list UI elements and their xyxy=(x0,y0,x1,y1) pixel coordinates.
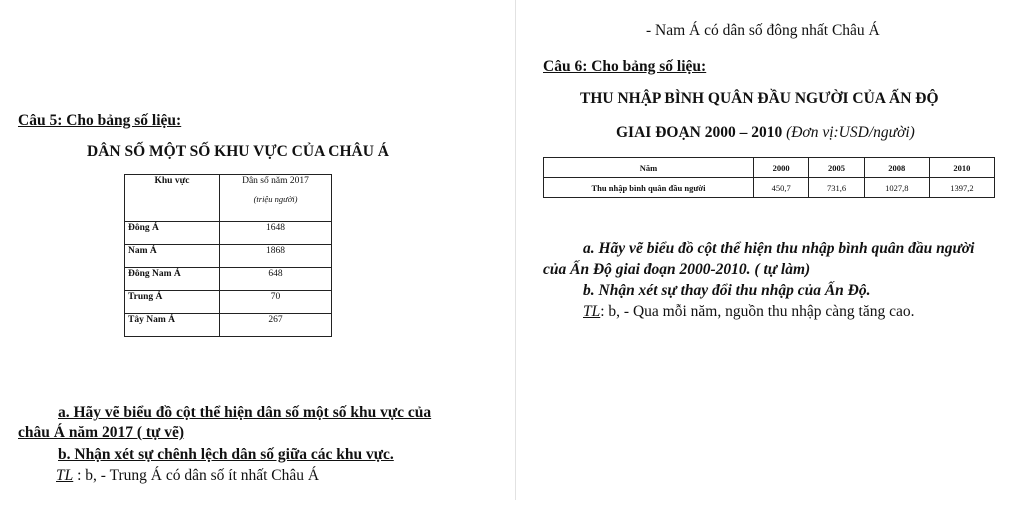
income-table-title: THU NHẬP BÌNH QUÂN ĐẦU NGƯỜI CỦA ẤN ĐỘ xyxy=(580,90,939,107)
table-row xyxy=(125,222,332,245)
right-task-a-line2: của Ấn Độ giai đoạn 2000-2010. ( tự làm) xyxy=(543,261,811,278)
left-task-a-line1: a. Hãy vẽ biểu đồ cột thể hiện dân số một số khu vực của xyxy=(58,404,432,421)
right-top-line: - Nam Á có dân số đông nhất Châu Á xyxy=(646,22,880,39)
page-divider xyxy=(515,0,516,500)
right-answer xyxy=(583,303,914,321)
right-task-b: b. Nhận xét sự thay đổi thu nhập của Ấn Độ. xyxy=(583,282,871,299)
income-table-subtitle xyxy=(616,124,915,142)
left-answer xyxy=(56,467,319,485)
value-cell: 731,6 xyxy=(809,178,864,198)
value-cell: 648 xyxy=(220,268,332,291)
right-task-a-line1: a. Hãy vẽ biểu đồ cột thể hiện thu nhập bình quân đầu người xyxy=(583,240,975,257)
value-cell: 70 xyxy=(220,291,332,314)
right-answer-text: : b, - Qua mỗi năm, nguồn thu nhập càng tăng cao. xyxy=(600,303,915,320)
table-row xyxy=(125,268,332,291)
value-cell: 1868 xyxy=(220,245,332,268)
header-unit: (triệu người) xyxy=(253,194,298,204)
row-label: Thu nhập bình quân đầu người xyxy=(544,178,754,198)
left-task-a-line2: châu Á năm 2017 ( tự vẽ) xyxy=(18,424,185,441)
region-cell: Nam Á xyxy=(125,245,220,268)
table-row xyxy=(125,314,332,337)
question-6-title: Câu 6: Cho bảng số liệu: xyxy=(543,58,707,75)
region-cell: Tây Nam Á xyxy=(125,314,220,337)
value-cell: 1648 xyxy=(220,222,332,245)
region-cell: Đông Nam Á xyxy=(125,268,220,291)
left-task-b: b. Nhận xét sự chênh lệch dân số giữa các khu vực. xyxy=(58,446,394,463)
table-row xyxy=(125,245,332,268)
table-row xyxy=(544,178,995,198)
year-cell: 2000 xyxy=(754,158,809,178)
table-header-row xyxy=(544,158,995,178)
left-answer-text: : b, - Trung Á có dân số ít nhất Châu Á xyxy=(73,467,320,484)
header-region: Khu vực xyxy=(125,175,220,222)
table-row xyxy=(125,291,332,314)
question-5-title: Câu 5: Cho bảng số liệu: xyxy=(18,112,182,129)
population-table-title: DÂN SỐ MỘT SỐ KHU VỰC CỦA CHÂU Á xyxy=(87,143,389,160)
tl-label: TL xyxy=(56,467,74,484)
region-cell: Đông Á xyxy=(125,222,220,245)
value-cell: 1397,2 xyxy=(929,178,994,198)
population-table xyxy=(124,174,332,337)
value-cell: 1027,8 xyxy=(864,178,929,198)
income-table xyxy=(543,157,995,198)
header-year-label: Năm xyxy=(544,158,754,178)
value-cell: 450,7 xyxy=(754,178,809,198)
year-cell: 2005 xyxy=(809,158,864,178)
table-header-row xyxy=(125,175,332,222)
header-population: Dân số năm 2017 (triệu người) xyxy=(220,175,332,222)
tl-label: TL xyxy=(583,303,601,320)
value-cell: 267 xyxy=(220,314,332,337)
year-cell: 2010 xyxy=(929,158,994,178)
year-cell: 2008 xyxy=(864,158,929,178)
region-cell: Trung Á xyxy=(125,291,220,314)
unit-label: (Đơn vị:USD/người) xyxy=(782,124,915,141)
period-label: GIAI ĐOẠN 2000 – 2010 xyxy=(616,124,783,141)
